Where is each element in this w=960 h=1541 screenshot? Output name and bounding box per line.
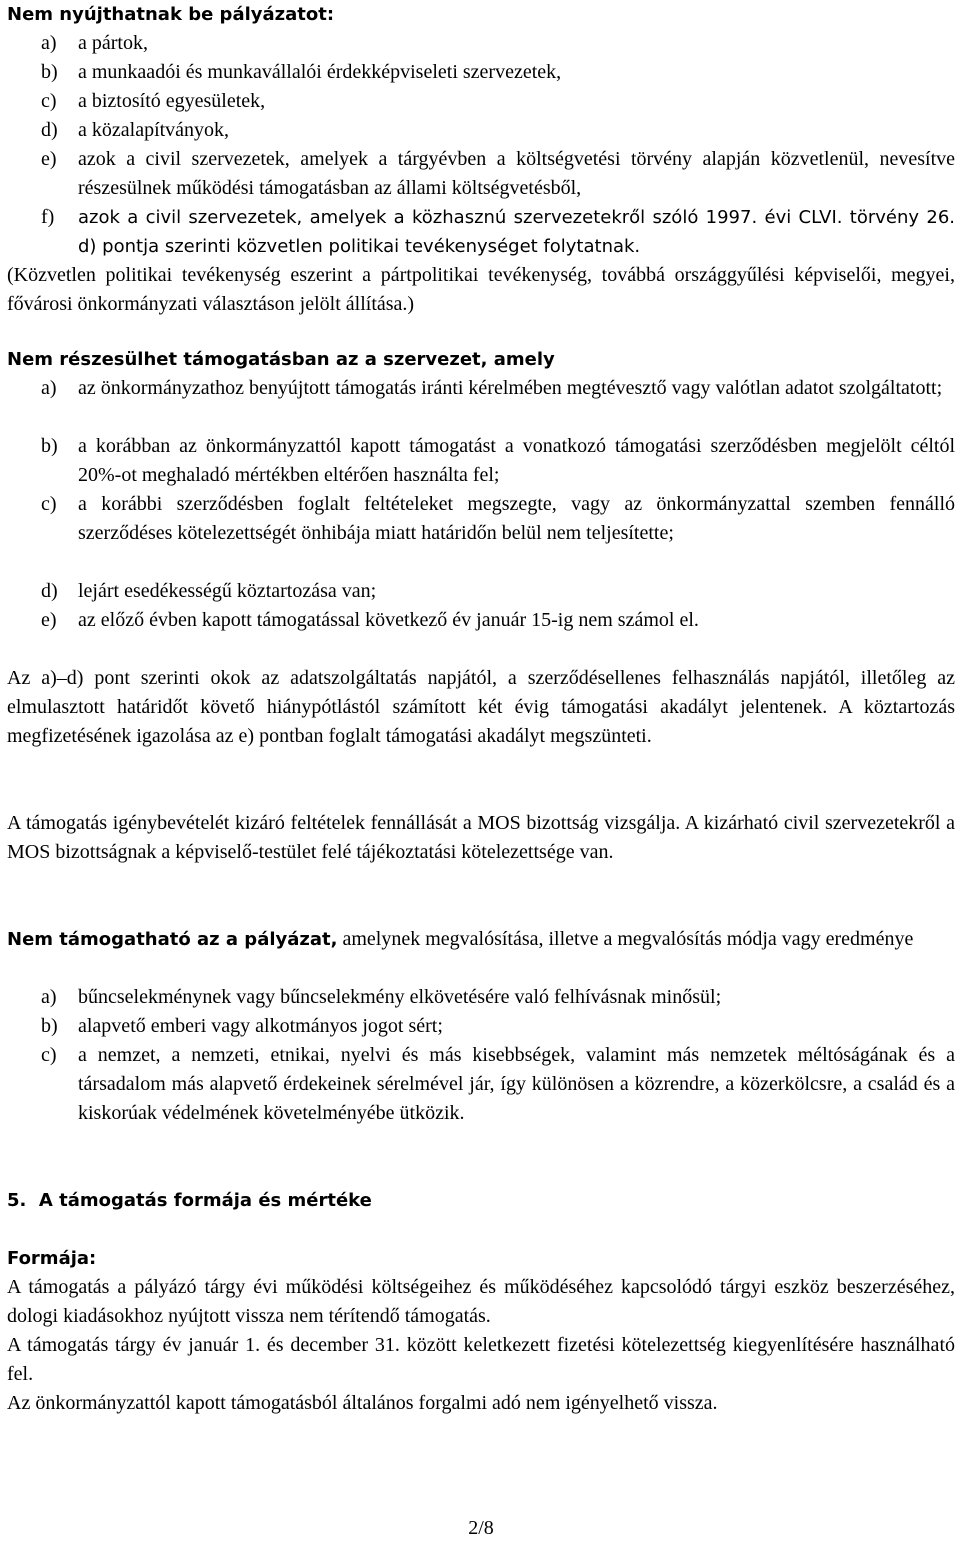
forma-line-3: Az önkormányzattól kapott támogatásból általános forgalmi adó nem igényelhető vissza.	[7, 1392, 718, 1414]
list-text: alapvető emberi vagy alkotmányos jogot sért;	[78, 1015, 443, 1037]
section-number: 5.	[7, 1190, 27, 1211]
s3-heading-bold: Nem támogatható az a pályázat,	[7, 929, 338, 950]
list-letter: a)	[41, 32, 57, 54]
list-text: bűncselekménynek vagy bűncselekmény elkövetésére való felhívásnak minősül;	[78, 986, 722, 1008]
list-letter: c)	[41, 493, 57, 515]
paragraph-akadaly: Az a)–d) pont szerinti okok az adatszolgáltatás napjától, a szerződésellenes felhasználás napjától, illetőleg az elmulasztott határidőt követő hiánypótlástól számított két évig támogatási akadályt jelentenek. A köztartozás megfizetésének igazolása az e) pontban foglalt támogatási akadályt megszünteti.	[7, 667, 955, 747]
s3-heading	[7, 925, 955, 954]
forma-line-2: A támogatás tárgy év január 1. és december 31. között keletkezett fizetési kötelezettség kiegyenlítésére használható fel.	[7, 1334, 955, 1385]
section-5-heading	[7, 1186, 955, 1215]
list-text: a biztosító egyesületek,	[78, 90, 266, 112]
list-text: a korábbi szerződésben foglalt feltételeket megszegte, vagy az önkormányzattal szemben fennálló szerződéses kötelezettségét önhibája miatt határidőn belül nem teljesítette;	[78, 493, 955, 544]
page-number: 2/8	[468, 1517, 494, 1539]
s1-heading: Nem nyújthatnak be pályázatot:	[7, 4, 335, 25]
forma-line-1: A támogatás a pályázó tárgy évi működési költségeihez és működéséhez kapcsolódó tárgyi eszköz beszerzéséhez, dologi kiadásokhoz nyújtott vissza nem térítendő támogatás.	[7, 1276, 955, 1327]
list-text-block	[7, 203, 955, 319]
list-text: azok a civil szervezetek, amelyek a tárgyévben a költségvetési törvény alapján közvetlenül, nevesítve részesülnek működési támogatásban az állami költségvetésből,	[78, 148, 955, 199]
list-letter: a)	[41, 986, 57, 1008]
list-letter: b)	[41, 61, 58, 83]
list-letter: a)	[41, 377, 57, 399]
list-letter: e)	[41, 148, 57, 170]
paragraph-mos: A támogatás igénybevételét kizáró feltételek fennállását a MOS bizottság vizsgálja. A kizárható civil szervezetekről a MOS bizottságnak a képviselő-testület felé tájékoztatási kötelezettsége van.	[7, 812, 955, 863]
list-text: a közalapítványok,	[78, 119, 230, 141]
list-letter: b)	[41, 435, 58, 457]
list-text: a korábban az önkormányzattól kapott támogatást a vonatkozó támogatási szerződésben megjelölt céltól 20%-ot meghaladó mértékben eltérően használta fel;	[78, 435, 955, 486]
forma-label: Formája:	[7, 1248, 97, 1269]
section-title: A támogatás formája és mértéke	[38, 1190, 372, 1211]
list-letter: b)	[41, 1015, 58, 1037]
list-text: a pártok,	[78, 32, 148, 54]
list-letter: d)	[41, 580, 58, 602]
list-text: a nemzet, a nemzeti, etnikai, nyelvi és más kisebbségek, valamint más nemzetek méltóságának és a társadalom más alapvető érdekeinek sérelmével jár, így különösen a közrendre, a közerkölcsre, a család és a kiskorúak védelmének követelményébe ütközik.	[78, 1044, 955, 1124]
list-text: lejárt esedékességű köztartozása van;	[78, 580, 377, 602]
list-letter: e)	[41, 609, 57, 631]
s3-heading-rest: amelynek megvalósítása, illetve a megvalósítás módja vagy eredménye	[337, 928, 914, 950]
list-text: az önkormányzathoz benyújtott támogatás iránti kérelmében megtévesztő vagy valótlan adatot szolgáltatott;	[78, 377, 943, 399]
list-note: (Közvetlen politikai tevékenység eszerint a pártpolitikai tevékenység, továbbá országgyűlési képviselői, megyei, fővárosi önkormányzati választáson jelölt állítása.)	[7, 264, 955, 315]
list-text: azok a civil szervezetek, amelyek a közhasznú szervezetekről szóló 1997. évi CLVI. törvény 26. d) pontja szerinti közvetlen politikai tevékenységet folytatnak.	[78, 207, 955, 257]
list-letter: f)	[41, 206, 55, 228]
list-text: a munkaadói és munkavállalói érdekképviseleti szervezetek,	[78, 61, 562, 83]
s2-heading: Nem részesülhet támogatásban az a szervezet, amely	[7, 349, 555, 370]
list-letter: d)	[41, 119, 58, 141]
list-text: az előző évben kapott támogatással következő év január 15-ig nem számol el.	[78, 609, 699, 631]
list-letter: c)	[41, 1044, 57, 1066]
list-letter: c)	[41, 90, 57, 112]
